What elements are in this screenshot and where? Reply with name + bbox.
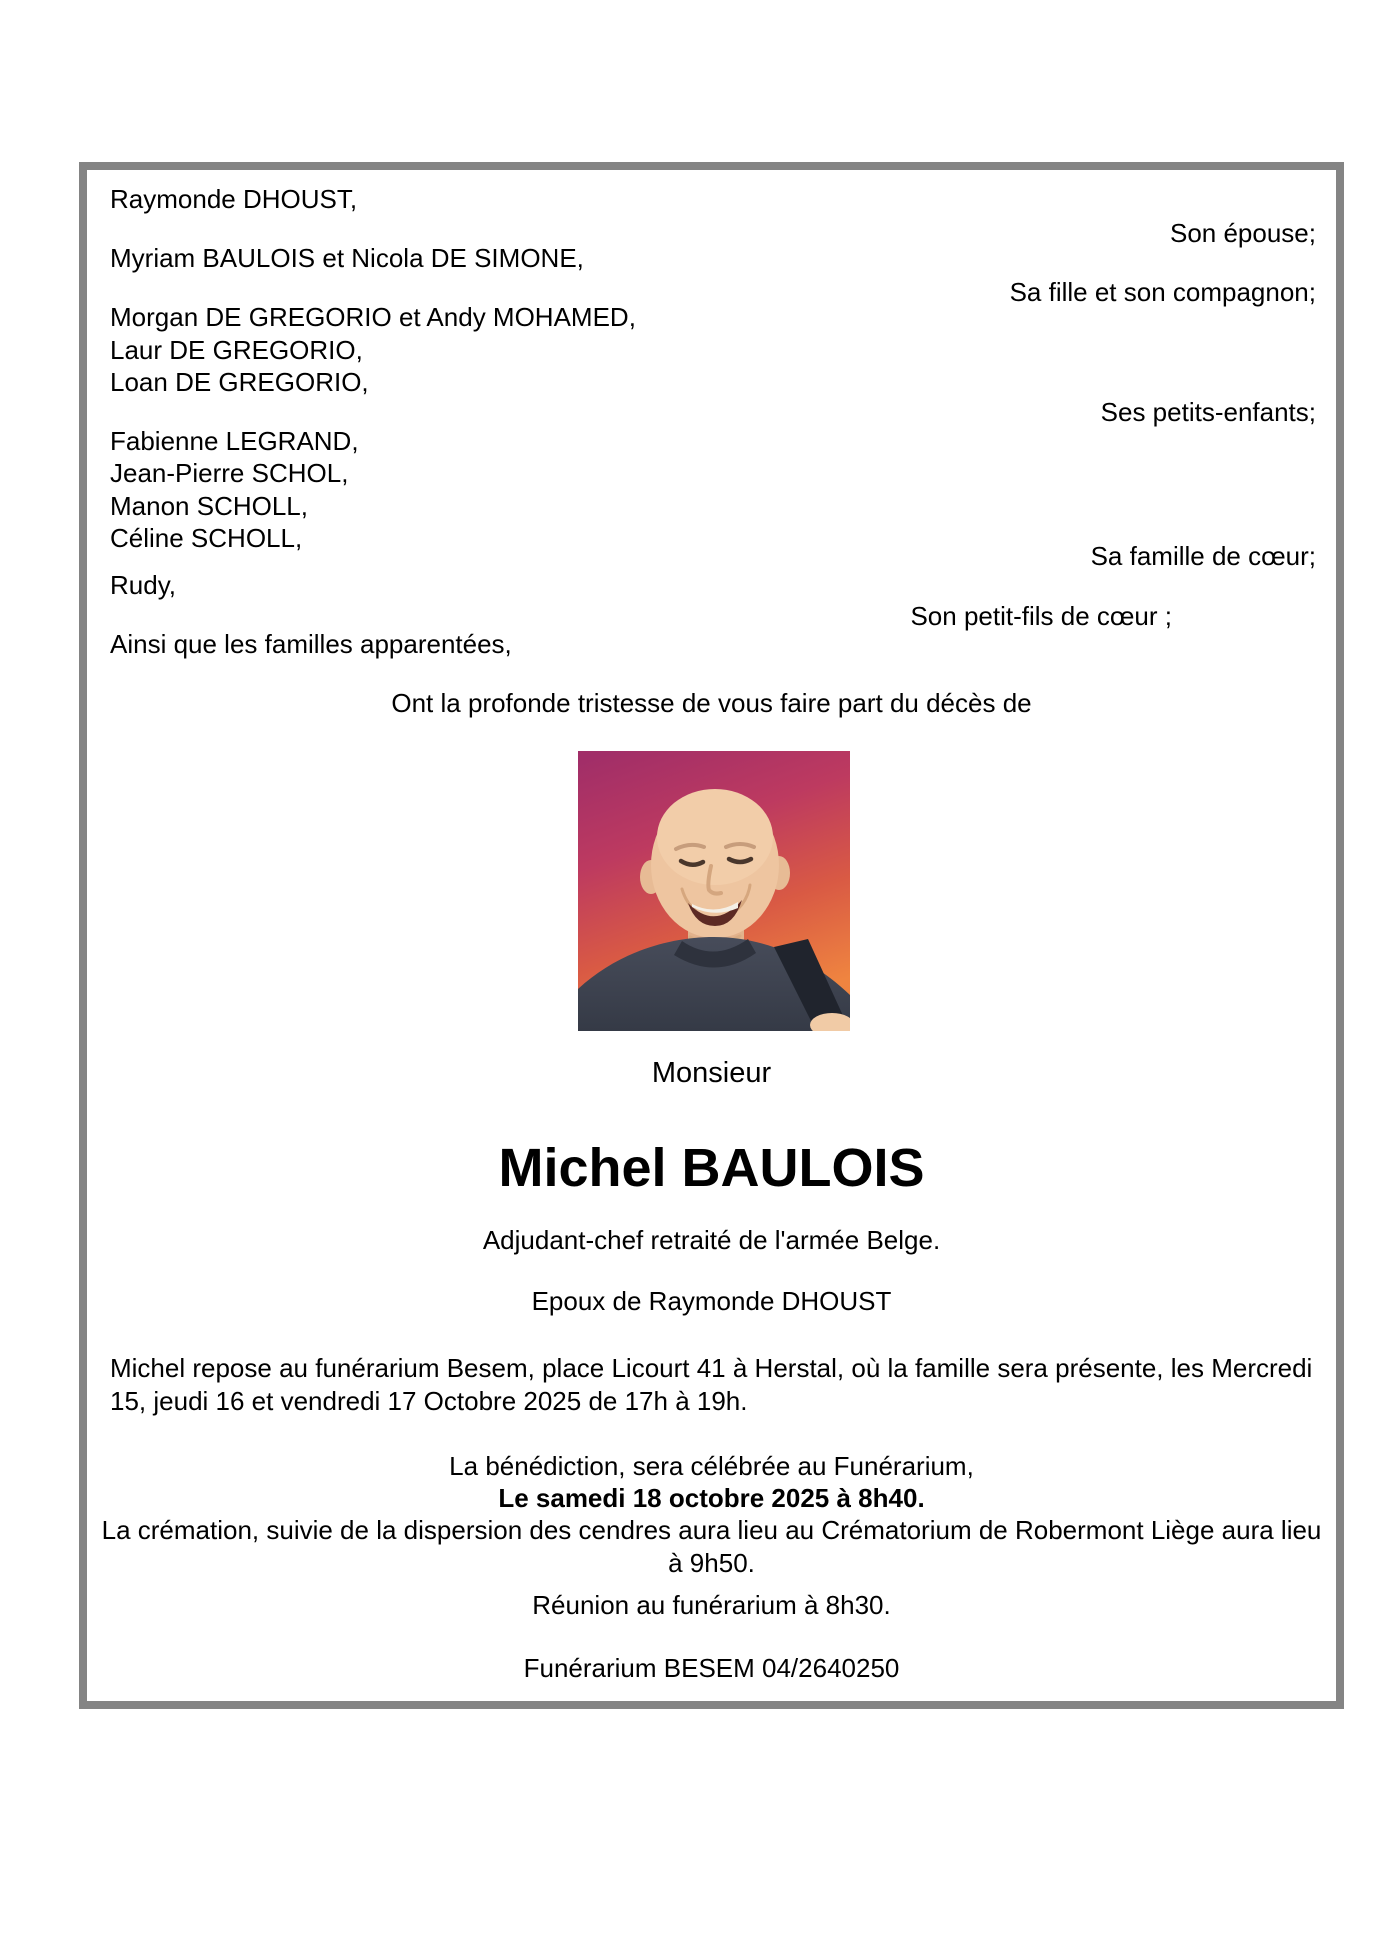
spouse-line: Epoux de Raymonde DHOUST <box>531 1286 892 1316</box>
relationship-label: Son petit-fils de cœur ; <box>910 601 1172 631</box>
relationship-label: Sa famille de cœur; <box>1090 541 1316 571</box>
mourner-line: Raymonde DHOUST, <box>110 184 358 214</box>
profession-line: Adjudant-chef retraité de l'armée Belge. <box>482 1225 941 1255</box>
visitation-line: 15, jeudi 16 et vendredi 17 Octobre 2025 de 17h à 19h. <box>110 1386 748 1416</box>
obituary-card <box>79 162 1344 1709</box>
ceremony-line: La bénédiction, sera célébrée au Funérarium, <box>449 1451 974 1481</box>
cremation-line: La crémation, suivie de la dispersion des cendres aura lieu au Crématorium de Robermont Liège aura lieu <box>101 1515 1322 1545</box>
mourner-line: Jean-Pierre SCHOL, <box>110 458 349 488</box>
funeral-home-footer: Funérarium BESEM 04/2640250 <box>523 1653 900 1683</box>
ceremony-date-line: Le samedi 18 octobre 2025 à 8h40. <box>498 1483 925 1513</box>
mourner-line: Fabienne LEGRAND, <box>110 426 359 456</box>
portrait-photo <box>578 751 850 1031</box>
visitation-line: Michel repose au funérarium Besem, place Licourt 41 à Herstal, où la famille sera présente, les Mercredi <box>110 1353 1313 1383</box>
cremation-time-line: à 9h50. <box>668 1548 755 1578</box>
mourner-line: Céline SCHOLL, <box>110 523 303 553</box>
mourner-line: Morgan DE GREGORIO et Andy MOHAMED, <box>110 302 636 332</box>
mourner-line: Loan DE GREGORIO, <box>110 367 369 397</box>
mourner-line: Manon SCHOLL, <box>110 491 308 521</box>
civility-title: Monsieur <box>651 1057 772 1089</box>
mourner-line: Ainsi que les familles apparentées, <box>110 629 512 659</box>
deceased-name: Michel BAULOIS <box>498 1138 925 1198</box>
relationship-label: Son épouse; <box>1169 218 1316 248</box>
relationship-label: Ses petits-enfants; <box>1100 397 1316 427</box>
mourner-line: Rudy, <box>110 570 176 600</box>
mourner-line: Laur DE GREGORIO, <box>110 335 363 365</box>
mourner-line: Myriam BAULOIS et Nicola DE SIMONE, <box>110 243 584 273</box>
meeting-line: Réunion au funérarium à 8h30. <box>532 1590 891 1620</box>
relationship-label: Sa fille et son compagnon; <box>1009 277 1316 307</box>
announcement-line: Ont la profonde tristesse de vous faire part du décès de <box>391 688 1032 718</box>
